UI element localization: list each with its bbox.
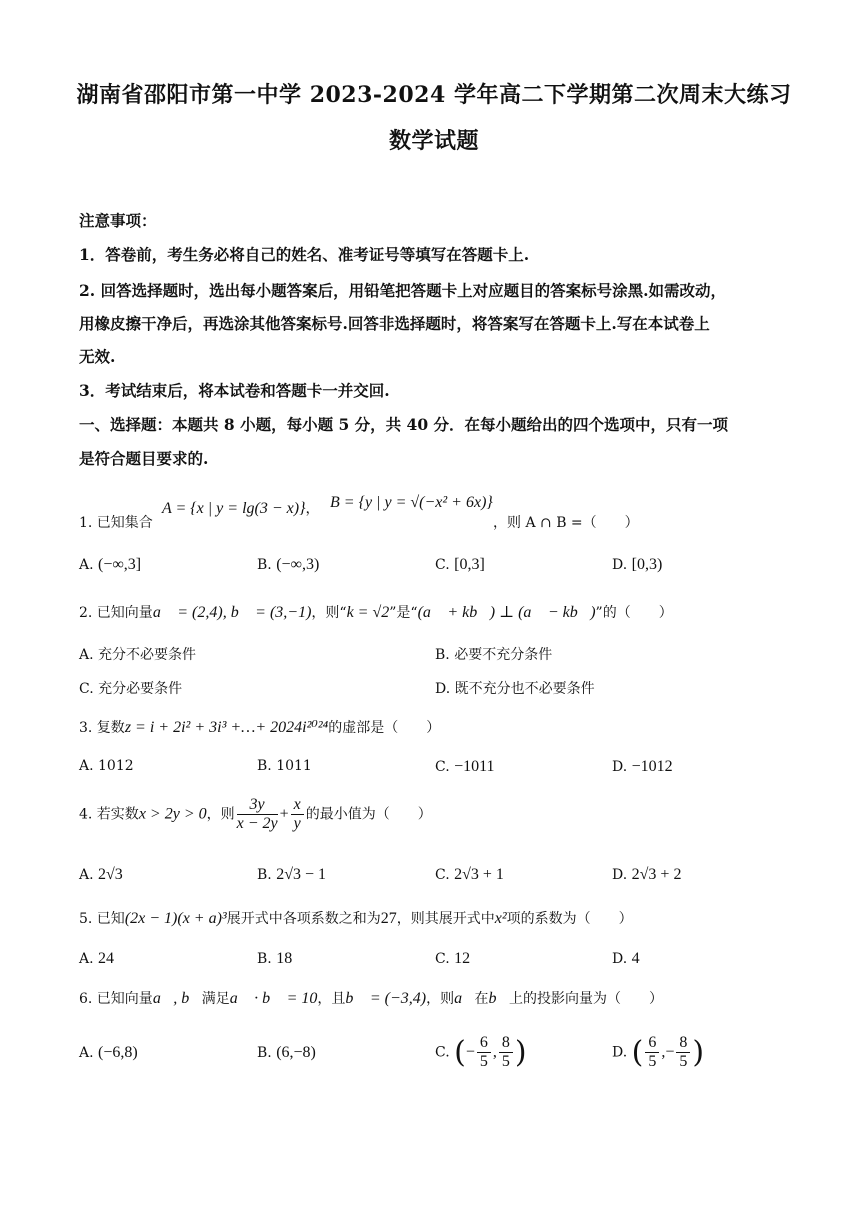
q3-option-d[interactable] — [612, 758, 673, 776]
q2-option-b[interactable]: B. 必要不充分条件 — [435, 647, 553, 663]
q2-suffix: ”的（ ） — [595, 605, 673, 621]
q6-c-frac-1 — [477, 1034, 491, 1071]
q1-set-b — [330, 494, 493, 512]
note-2-line1: 2. 回答选择题时，选出每小题答案后，用铅笔把答题卡上对应题目的答案标号涂黑.如需改动， — [79, 281, 726, 300]
option-value: [0,3) — [631, 556, 663, 573]
q4-fraction-1 — [237, 796, 278, 833]
q1-set-b-expr: B = {y | y = √(−x² + 6x)} — [330, 494, 493, 511]
q6-a: a⃗ — [454, 990, 475, 1007]
q6-mid4: 在 — [474, 991, 489, 1007]
q5-option-c[interactable] — [435, 950, 470, 968]
q2-prefix: 2. 已知向量 — [79, 605, 153, 621]
option-label: D. — [612, 759, 628, 775]
option-label: B. — [257, 867, 272, 883]
q1-option-c[interactable] — [435, 556, 485, 574]
q2-option-d[interactable]: D. 既不充分也不必要条件 — [435, 681, 595, 697]
comma: , — [492, 1043, 497, 1061]
option-label: C. — [435, 867, 450, 883]
fraction-denominator: 5 — [679, 1053, 688, 1070]
q5-option-b[interactable] — [257, 950, 292, 968]
option-value: 2√3 + 1 — [454, 866, 504, 883]
q4-mid: ，则 — [206, 806, 235, 823]
question-5 — [79, 908, 633, 928]
option-label: C. — [435, 557, 450, 573]
fraction-numerator: 6 — [645, 1034, 659, 1053]
q2-mid1: ，则“ — [311, 605, 347, 621]
q6-prefix: 6. 已知向量 — [79, 991, 153, 1007]
question-1 — [79, 512, 153, 532]
note-1: 1．答卷前，考生务必将自己的姓名、准考证号等填写在答题卡上. — [79, 245, 530, 264]
q1-set-a-expr: A = {x | y = lg(3 − x)} — [162, 500, 306, 517]
option-label: C. — [435, 759, 450, 775]
option-label: D. — [612, 867, 628, 883]
q1-suffix — [493, 512, 639, 532]
fraction-denominator: x − 2y — [236, 815, 278, 832]
q5-suffix: 项的系数为（ ） — [506, 911, 633, 927]
option-value: 24 — [98, 950, 115, 967]
option-value: 18 — [276, 950, 293, 967]
option-value: 4 — [631, 950, 640, 967]
fraction-numerator: x — [291, 796, 304, 815]
q6-vectors: a⃗, b⃗ — [152, 990, 202, 1007]
q6-suffix: 上的投影向量为（ ） — [509, 991, 663, 1007]
q2-option-c[interactable]: C. 充分必要条件 — [79, 681, 183, 697]
question-3 — [79, 717, 440, 737]
q5-prefix: 5. 已知 — [79, 911, 125, 927]
q6-mid3: ，则 — [426, 991, 455, 1007]
option-label: A. — [79, 1045, 94, 1061]
q4-fraction-2 — [291, 796, 304, 833]
q6-b: b⃗ — [488, 990, 509, 1007]
q1-comma: ， — [305, 501, 320, 517]
question-2 — [79, 602, 673, 622]
q1-set-a — [162, 498, 319, 518]
option-label: B. — [257, 557, 272, 573]
option-value: (−∞,3] — [98, 556, 142, 573]
option-label: A. — [79, 951, 94, 967]
fraction-denominator: 5 — [648, 1053, 657, 1070]
q3-prefix: 3. 复数 — [79, 720, 125, 736]
q4-option-c[interactable] — [435, 866, 504, 884]
q6-b-value: b⃗ = (−3,4) — [345, 990, 427, 1007]
option-value: 2√3 + 2 — [631, 866, 682, 883]
q1-suffix-text: ，则 A ∩ B =（ ） — [493, 515, 639, 531]
q6-option-b[interactable] — [257, 1044, 316, 1062]
fraction-numerator: 3y — [237, 796, 278, 815]
fraction-numerator: 8 — [676, 1034, 690, 1053]
q3-option-b[interactable]: B. 1011 — [257, 758, 312, 774]
q4-option-b[interactable] — [257, 866, 326, 884]
option-value: (−6,8) — [98, 1044, 138, 1061]
option-value: 2√3 − 1 — [276, 866, 327, 883]
option-value: 12 — [454, 950, 471, 967]
q2-condition-perp: (a⃗ + kb⃗) ⊥ (a⃗ − kb⃗) — [417, 604, 596, 621]
q5-option-a[interactable] — [79, 950, 114, 968]
question-4 — [79, 796, 432, 833]
q6-d-frac-1 — [645, 1034, 659, 1071]
note-3: 3．考试结束后，将本试卷和答题卡一并交回. — [79, 381, 390, 400]
fraction-numerator: 8 — [499, 1034, 513, 1053]
fraction-denominator: y — [293, 815, 301, 832]
q6-c-frac-2 — [499, 1034, 513, 1071]
q1-option-b[interactable] — [257, 556, 319, 574]
q2-condition-k: k = √2 — [346, 604, 390, 621]
q6-option-a[interactable] — [79, 1044, 138, 1062]
notes-heading: 注意事项： — [79, 211, 157, 230]
q3-option-a[interactable]: A. 1012 — [79, 758, 134, 774]
option-label: C. — [435, 951, 450, 967]
q2-option-a[interactable]: A. 充分不必要条件 — [79, 647, 197, 663]
q1-option-a[interactable] — [79, 556, 141, 574]
exam-title: 湖南省邵阳市第一中学 2023-2024 学年高二下学期第二次周末大练习 — [76, 82, 792, 108]
q4-option-d[interactable] — [612, 866, 681, 884]
option-label: D. — [612, 557, 628, 573]
option-label: C. — [435, 1044, 450, 1061]
option-value: (−∞,3) — [276, 556, 320, 573]
close-paren: ) — [514, 1035, 527, 1070]
fraction-denominator: 5 — [501, 1053, 510, 1070]
q5-expression: (2x − 1)(x + a)³ — [124, 910, 227, 927]
option-label: A. — [79, 867, 94, 883]
q5-mid: 展开式中各项系数之和为 — [226, 911, 381, 927]
option-value: 2√3 — [98, 866, 123, 883]
option-value: [0,3] — [454, 556, 485, 573]
close-paren: ) — [692, 1035, 705, 1070]
q5-term: x² — [494, 910, 507, 927]
q3-expression: z = i + 2i² + 3i³ +…+ 2024i²⁰²⁴ — [124, 719, 329, 736]
q2-mid2: ”是“ — [389, 605, 418, 621]
q6-d-frac-2 — [676, 1034, 690, 1071]
q6-mid2: ，且 — [317, 991, 346, 1007]
fraction-numerator: 6 — [477, 1034, 491, 1053]
q4-prefix: 4. 若实数 — [79, 806, 139, 823]
q6-dot-product: a⃗ · b⃗ = 10 — [229, 990, 318, 1007]
section-1-heading-cont: 是符合题目要求的. — [79, 449, 209, 468]
q4-plus: + — [279, 805, 289, 823]
q4-condition: x > 2y > 0 — [138, 805, 207, 823]
option-value: (6,−8) — [276, 1044, 316, 1061]
q3-option-c[interactable] — [435, 758, 495, 776]
q1-prefix: 1. 已知集合 — [79, 515, 153, 531]
section-1-heading: 一、选择题：本题共 8 小题，每小题 5 分，共 40 分．在每小题给出的四个选项中，只有一项 — [79, 415, 729, 434]
q1-option-d[interactable] — [612, 556, 662, 574]
option-label: D. — [612, 1044, 628, 1061]
q5-mid2: ，则其展开式中 — [396, 911, 495, 927]
q3-suffix: 的虚部是（ ） — [328, 720, 441, 736]
exam-subtitle: 数学试题 — [388, 128, 479, 154]
q5-option-d[interactable] — [612, 950, 640, 968]
option-label: B. — [257, 1045, 272, 1061]
option-label: B. — [257, 951, 272, 967]
note-2-line2: 用橡皮擦干净后，再选涂其他答案标号.回答非选择题时，将答案写在答题卡上.写在本试卷上 — [79, 314, 710, 333]
q6-option-c[interactable] — [435, 1034, 527, 1071]
option-value: −1011 — [454, 758, 495, 775]
option-label: D. — [612, 951, 628, 967]
q2-vectors: a⃗ = (2,4), b⃗ = (3,−1) — [152, 604, 312, 621]
q5-sum-value: 27 — [380, 910, 397, 927]
comma-minus: ,− — [661, 1043, 675, 1061]
q6-mid: 满足 — [201, 991, 230, 1007]
open-paren: ( — [631, 1035, 644, 1070]
minus-sign: − — [465, 1043, 475, 1061]
open-paren: ( — [454, 1035, 466, 1070]
q6-option-d[interactable] — [612, 1034, 704, 1071]
option-label: A. — [79, 557, 94, 573]
q4-suffix: 的最小值为（ ） — [305, 806, 432, 823]
fraction-denominator: 5 — [479, 1053, 488, 1070]
q4-option-a[interactable] — [79, 866, 123, 884]
note-2-line3: 无效. — [79, 347, 116, 366]
question-6 — [79, 988, 663, 1008]
option-value: −1012 — [631, 758, 673, 775]
